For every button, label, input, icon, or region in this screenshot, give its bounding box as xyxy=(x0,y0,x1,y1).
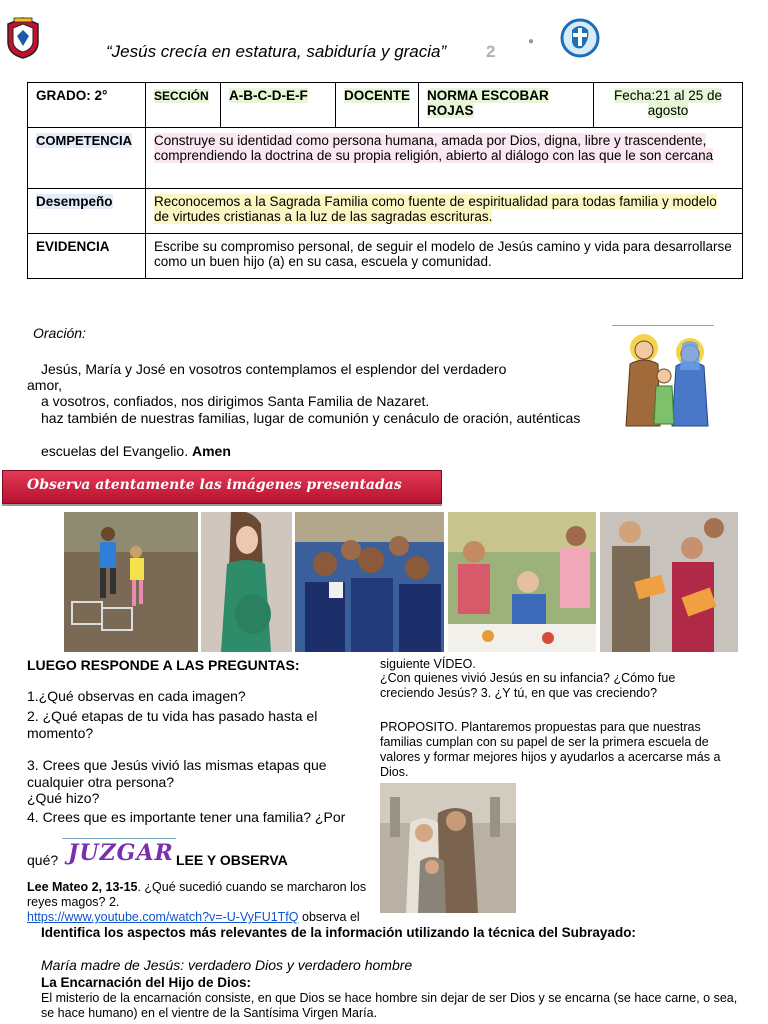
underline-instruction: Identifica los aspectos más relevantes de la información utilizando la técnica del Subrayado: xyxy=(41,925,636,940)
link-after-text: observa el xyxy=(302,910,360,924)
mateo-reference: Lee Mateo 2, 13-15 xyxy=(27,880,138,894)
competencia-text-cell xyxy=(146,128,743,189)
prayer-amen: Amen xyxy=(192,443,231,459)
children-playing-hopscotch-image xyxy=(64,512,198,652)
grado-cell xyxy=(28,83,146,128)
prayer-line-2: a vosotros, confiados, nos dirigimos Santa Familia de Nazaret. xyxy=(41,393,430,409)
school-crest-logo xyxy=(4,16,42,60)
fecha-cell xyxy=(594,83,743,128)
seccion-label: SECCIÓN xyxy=(154,89,209,103)
prayer-line-4 xyxy=(41,443,231,459)
fecha-value: Fecha:21 al 25 de agosto xyxy=(613,88,723,118)
video-text: siguiente VÍDEO. xyxy=(380,657,476,671)
pregnant-woman-image xyxy=(201,512,292,652)
question-3-followup: ¿Qué hizo? xyxy=(27,790,100,806)
evidencia-text: Escribe su compromiso personal, de seguir el modelo de Jesús camino y vida para desarrollarse como un buen hijo (a) en su casa, escuela y comunidad. xyxy=(154,239,732,269)
desempeno-label-cell xyxy=(28,189,146,234)
adults-reading-image xyxy=(600,512,738,652)
questions-heading: LUEGO RESPONDE A LAS PREGUNTAS: xyxy=(27,657,300,673)
prayer-line-1: Jesús, María y José en vosotros contemplamos el esplendor del verdadero xyxy=(41,361,507,377)
prayer-heading: Oración: xyxy=(33,325,86,341)
encarnacion-text: El misterio de la encarnación consiste, en que Dios se hace hombre sin dejar de ser Dios y se encarna (se hace carne, o sea, se hace humano) en el vientre de la Santísima Virgen María. xyxy=(41,991,738,1020)
grado-label: GRADO: 2° xyxy=(36,88,108,103)
students-group-image xyxy=(295,512,444,652)
desempeno-label: Desempeño xyxy=(36,194,113,209)
observe-banner xyxy=(2,470,442,504)
docente-value-cell xyxy=(419,83,594,128)
prayer-line-4-text: escuelas del Evangelio. xyxy=(41,443,189,459)
encarnacion-title: La Encarnación del Hijo de Dios: xyxy=(41,975,252,990)
page-title: “Jesús crecía en estatura, sabiduría y gracia” xyxy=(106,42,447,61)
lesson-info-table xyxy=(27,82,743,279)
evidencia-label-cell xyxy=(28,234,146,279)
catholic-education-logo xyxy=(560,16,600,60)
seccion-value-cell xyxy=(221,83,336,128)
juzgar-underline xyxy=(62,838,176,839)
family-dinner-image xyxy=(448,512,596,652)
desempeno-text-cell xyxy=(146,189,743,234)
docente-label-cell xyxy=(336,83,419,128)
prayer-line-3: haz también de nuestras familias, lugar de comunión y cenáculo de oración, auténticas xyxy=(41,410,581,426)
seccion-value: A-B-C-D-E-F xyxy=(229,88,308,103)
question-1: 1.¿Qué observas en cada imagen? xyxy=(27,688,246,704)
proposito-text: PROPOSITO. Plantaremos propuestas para que nuestras familias cumplan con su papel de ser la primera escuela de valores y formar mejores hijos y ayudarlos a acercarse más a Dios. xyxy=(380,720,721,779)
question-4: 4. Crees que es importante tener una familia? ¿Por xyxy=(27,809,346,825)
docente-value: NORMA ESCOBAR ROJAS xyxy=(427,88,549,118)
biblical-family-image xyxy=(380,783,516,913)
mateo-question: . ¿Qué sucedió cuando se marcharon los reyes magos? 2. xyxy=(27,880,367,909)
seccion-label-cell xyxy=(146,83,221,128)
holy-family-illustration xyxy=(612,330,716,430)
question-2: 2. ¿Qué etapas de tu vida has pasado hasta el momento? xyxy=(27,708,318,741)
video-questions: ¿Con quienes vivió Jesús en su infancia? ¿Cómo fue creciendo Jesús? 3. ¿Y tú, en que vas creciendo? xyxy=(380,671,676,700)
decorative-dot-icon: ● xyxy=(528,36,535,47)
competencia-label-cell xyxy=(28,128,146,189)
docente-label: DOCENTE xyxy=(344,88,411,103)
youtube-video-link[interactable]: https://www.youtube.com/watch?v=-U-VyFU1TfQ xyxy=(27,910,299,924)
competencia-text: Construye su identidad como persona humana, amada por Dios, digna, libre y trascendente, comprendiendo la doctrina de su propia religión, abierto al diálogo con las que le son cercana xyxy=(154,133,714,163)
lee-observa-label: LEE Y OBSERVA xyxy=(176,852,288,868)
competencia-label: COMPETENCIA xyxy=(36,133,133,148)
question-4-end: qué? xyxy=(27,852,59,868)
juzgar-label: JUZGAR xyxy=(68,840,174,866)
observe-banner-text: Observa atentamente las imágenes presentadas xyxy=(27,477,402,493)
evidencia-text-cell xyxy=(146,234,743,279)
divider-line xyxy=(612,325,714,326)
prayer-line-1b: amor, xyxy=(27,377,63,393)
evidencia-label: EVIDENCIA xyxy=(36,239,110,254)
mateo-reading xyxy=(27,880,377,925)
lesson-number: 2 xyxy=(486,42,496,61)
desempeno-text: Reconocemos a la Sagrada Familia como fuente de espiritualidad para todas familia y modelo de virtudes cristianas a la luz de las sagradas escrituras. xyxy=(154,194,717,224)
maria-subtitle: María madre de Jesús: verdadero Dios y verdadero hombre xyxy=(41,957,413,973)
question-3: 3. Crees que Jesús vivió las mismas etapas que cualquier otra persona? xyxy=(27,757,327,790)
